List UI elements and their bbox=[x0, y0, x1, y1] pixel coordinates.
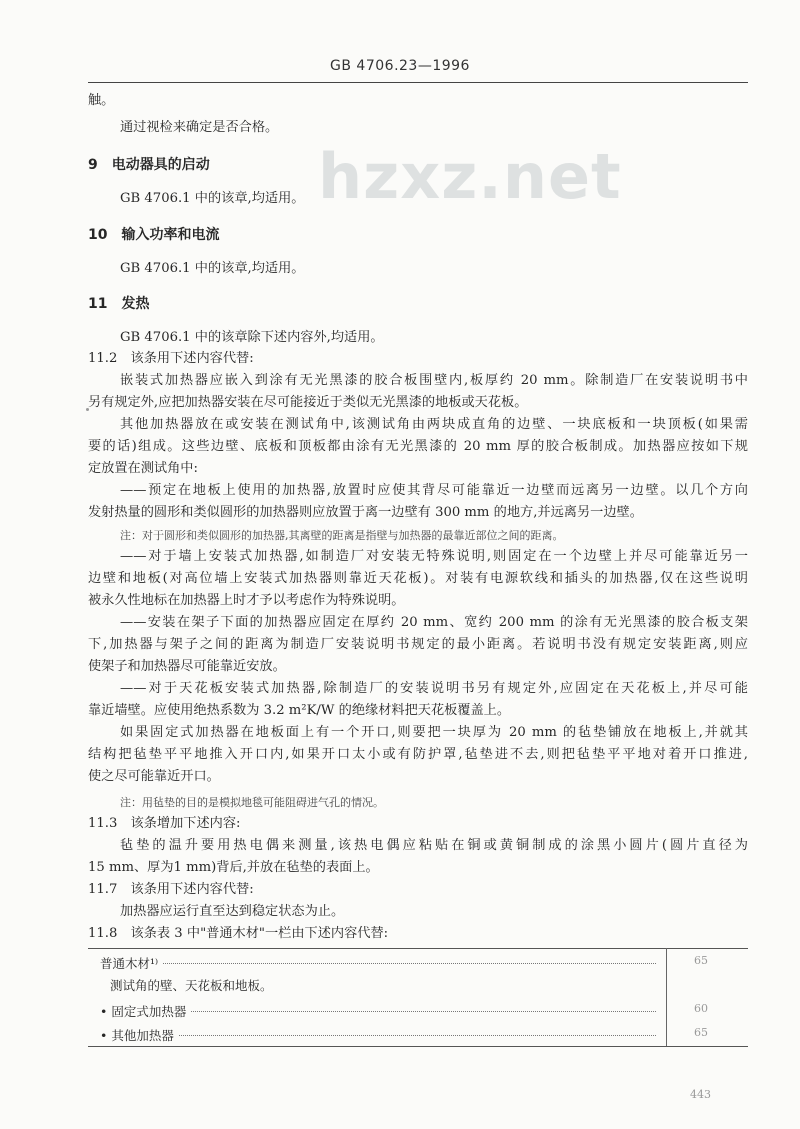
text-line: ——对于天花板安装式加热器,除制造厂的安装说明书另有规定外,应固定在天花板上,并尽可能 bbox=[120, 681, 748, 696]
text-line: 另有规定外,应把加热器安装在尽可能接近于类似无光黑漆的地板或天花板。 bbox=[88, 395, 528, 410]
table-row-value: 60 bbox=[694, 1002, 708, 1015]
text-line: 嵌装式加热器应嵌入到涂有无光黑漆的胶合板围壁内,板厚约 20 mm。除制造厂在安装说明书中 bbox=[120, 373, 748, 388]
table-row bbox=[88, 954, 748, 972]
text-line: GB 4706.1 中的该章,均适用。 bbox=[120, 191, 305, 206]
text-line: 通过视检来确定是否合格。 bbox=[120, 120, 279, 135]
text-line: 要的话)组成。这些边壁、底板和顶板都由涂有无光黑漆的 20 mm 厚的胶合板制成。加热器应按如下规 bbox=[88, 439, 748, 454]
text-line: 使之尽可能靠近开口。 bbox=[88, 769, 220, 784]
temperature-table bbox=[88, 948, 748, 1048]
text-line: ——对于墙上安装式加热器,如制造厂对安装无特殊说明,则固定在一个边壁上并尽可能靠近另一 bbox=[120, 549, 748, 564]
text-line: 下,加热器与架子之间的距离为制造厂安装说明书规定的最小距离。若说明书没有规定安装距离,则应 bbox=[88, 637, 748, 652]
table-row bbox=[88, 1002, 748, 1020]
text-line: 结构把毡垫平平地推入开口内,如果开口太小或有防护罩,毡垫进不去,则把毡垫平平地对着开口推进, bbox=[88, 747, 748, 762]
text-line: 使架子和加热器尽可能靠近安放。 bbox=[88, 659, 286, 674]
text-line: 边壁和地板(对高位墙上安装式加热器则靠近天花板)。对装有电源软线和插头的加热器,仅在这些说明 bbox=[88, 571, 748, 586]
text-line: GB 4706.1 中的该章,均适用。 bbox=[120, 261, 305, 276]
text-line: 毡垫的温升要用热电偶来测量,该热电偶应粘贴在铜或黄铜制成的涂黑小圆片(圆片直径为 bbox=[120, 838, 748, 853]
table-row-label: 普通木材¹⁾ bbox=[100, 954, 162, 972]
page-header: GB 4706.23—1996 bbox=[330, 58, 470, 74]
text-line: GB 4706.1 中的该章除下述内容外,均适用。 bbox=[120, 330, 384, 345]
text-line: 其他加热器放在或安装在测试角中,该测试角由两块成直角的边壁、一块底板和一块顶板(如果需 bbox=[120, 417, 748, 432]
table-top-rule bbox=[88, 948, 748, 949]
section-heading: 11 发热 bbox=[88, 296, 150, 312]
table-row-value: 65 bbox=[694, 954, 708, 967]
section-heading: 9 电动器具的启动 bbox=[88, 157, 210, 173]
page-number: 443 bbox=[690, 1088, 711, 1101]
text-line: 定放置在测试角中: bbox=[88, 461, 198, 476]
text-line: 被永久性地标在加热器上时才予以考虑作为特殊说明。 bbox=[88, 593, 405, 608]
text-line: ——安装在架子下面的加热器应固定在厚约 20 mm、宽约 200 mm 的涂有无光黑漆的胶合板支架 bbox=[120, 615, 748, 630]
note-line: 注：对于圆形和类似圆形的加热器,其离壁的距离是指壁与加热器的最靠近部位之间的距离。 bbox=[120, 529, 564, 542]
text-line: 触。 bbox=[88, 93, 115, 108]
text-line: 加热器应运行直至达到稳定状态为止。 bbox=[120, 904, 345, 919]
text-line: ——预定在地板上使用的加热器,放置时应使其背尽可能靠近一边壁而远离另一边壁。以几个方向 bbox=[120, 483, 748, 498]
table-row-label: • 其他加热器 bbox=[100, 1026, 178, 1044]
table-row bbox=[88, 1026, 748, 1044]
text-line: 发射热量的圆形和类似圆形的加热器则应放置于离一边壁有 300 mm 的地方,并远离另一边壁。 bbox=[88, 505, 643, 520]
text-line: 15 mm、厚为1 mm)背后,并放在毡垫的表面上。 bbox=[88, 860, 379, 875]
clause-heading: 11.7 该条用下述内容代替: bbox=[88, 882, 254, 897]
table-row-label: 测试角的壁、天花板和地板。 bbox=[110, 976, 277, 994]
clause-heading: 11.3 该条增加下述内容: bbox=[88, 816, 241, 831]
text-line: 如果固定式加热器在地板面上有一个开口,则要把一块厚为 20 mm 的毡垫铺放在地板上,并就其 bbox=[120, 725, 748, 740]
note-line: 注：用毡垫的目的是模拟地毯可能阻碍进气孔的情况。 bbox=[120, 796, 384, 809]
section-heading: 10 输入功率和电流 bbox=[88, 227, 220, 243]
table-row-label: • 固定式加热器 bbox=[100, 1002, 190, 1020]
clause-heading: 11.2 该条用下述内容代替: bbox=[88, 351, 254, 366]
clause-heading: 11.8 该条表 3 中"普通木材"一栏由下述内容代替: bbox=[88, 926, 389, 941]
table-bottom-rule bbox=[88, 1046, 748, 1047]
header-rule bbox=[88, 82, 748, 83]
table-row bbox=[88, 976, 748, 994]
text-line: 靠近墙壁。应使用绝热系数为 3.2 m²K/W 的绝缘材料把天花板覆盖上。 bbox=[88, 703, 511, 718]
table-row-value: 65 bbox=[694, 1026, 708, 1039]
watermark: hzxz.net bbox=[318, 140, 622, 213]
